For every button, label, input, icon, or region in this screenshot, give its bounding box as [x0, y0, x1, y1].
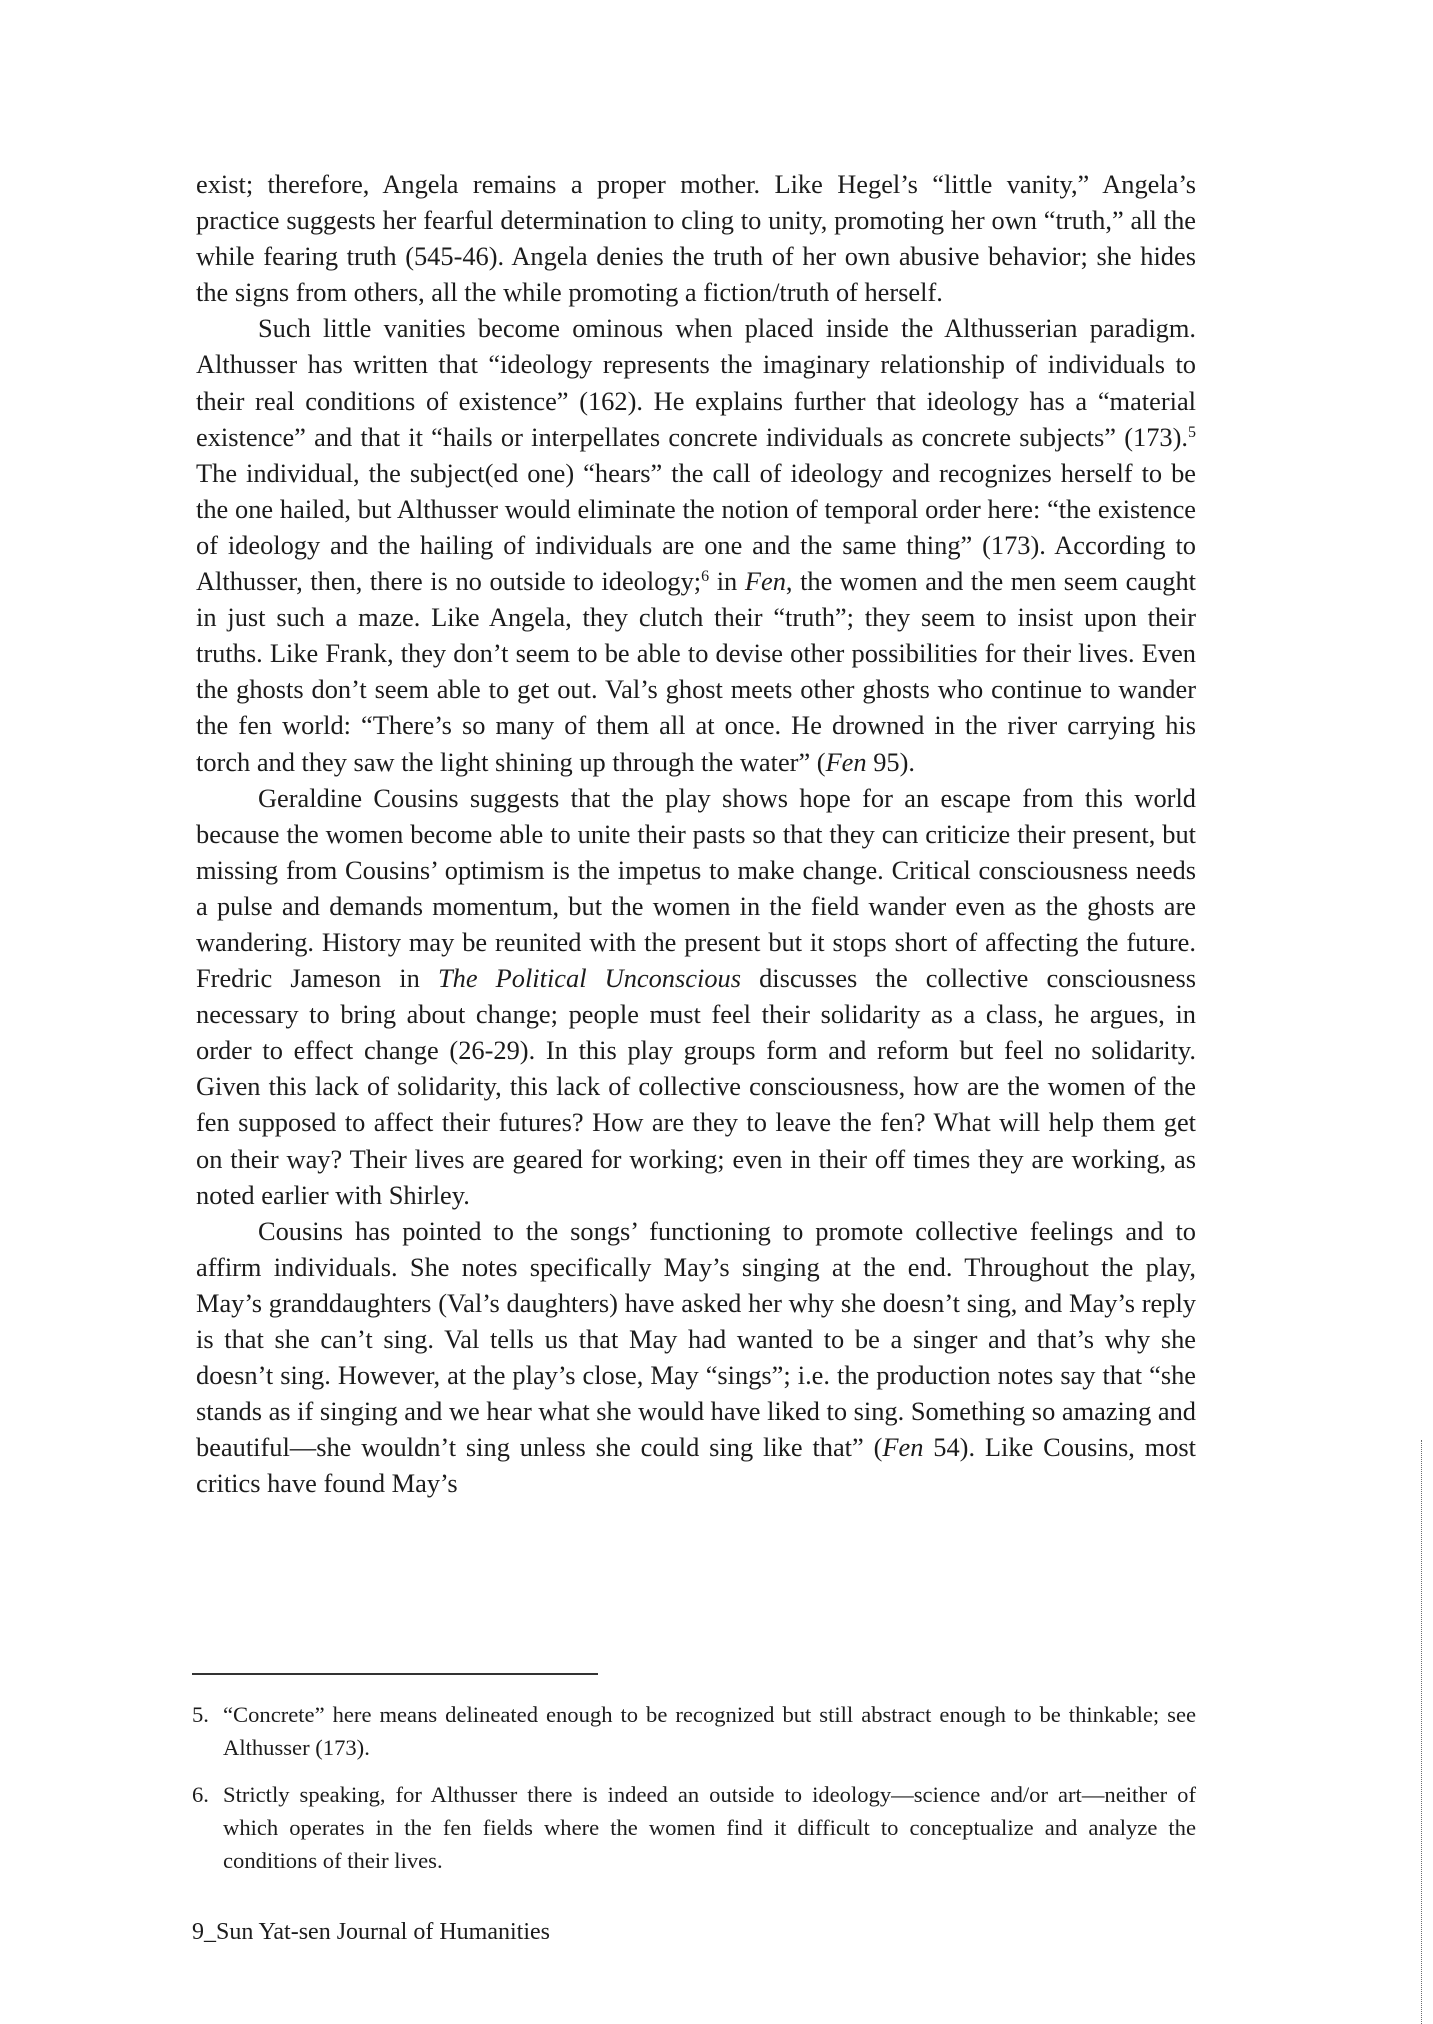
paragraph-2	[196, 310, 1196, 779]
play-title-fen-citation: Fen	[825, 746, 867, 777]
paragraph-3	[196, 780, 1196, 1213]
paragraph-1: exist; therefore, Angela remains a proper mother. Like Hegel’s “little vanity,” Angela’s practice suggests her fearful determination to cling to unity, promoting her own “truth,” all the while fearing truth (545-46). Angela denies the truth of her own abusive behavior; she hides the signs from others, all the while promoting a fiction/truth of herself.	[196, 169, 1196, 308]
footnote-divider	[192, 1673, 598, 1675]
footnote-number: 6.	[192, 1782, 209, 1807]
paragraph-4-part-a: Cousins has pointed to the songs’ functioning to promote collective feelings and to affirm individuals. She notes specifically May’s singing at the end. Throughout the play, May’s granddaughters (Val’s daughters) have asked her why she doesn’t sing, and May’s reply is that she can’t sing. Val tells us that May had wanted to be a singer and that’s why she doesn’t sing. However, at the play’s close, May “sings”; i.e. the production notes say that “she stands as if singing and we hear what she would have liked to sing. Something so amazing and beautiful—she wouldn’t sing unless she could sing like that” (	[196, 1215, 1196, 1463]
paragraph-2-part-b: The individual, the subject(ed one) “hears” the call of ideology and recognizes herself to be the one hailed, but Althusser would eliminate the notion of temporal order here: “the existence of ideology and the hailing of individuals are one and the same thing” (173). According to Althusser, then, there is no outside to ideology;	[196, 457, 1196, 597]
footnote-text: “Concrete” here means delineated enough to be recognized but still abstract enough to be thinkable; see Althusser (173).	[223, 1702, 1196, 1760]
book-title-political-unconscious: The Political Unconscious	[437, 963, 741, 994]
paragraph-2-part-e: 95).	[866, 746, 915, 777]
footnote-text: Strictly speaking, for Althusser there is indeed an outside to ideology—science and/or art—neither of which operates in the fen fields where the women find it difficult to conceptualize and analyze the conditions of their lives.	[223, 1782, 1196, 1873]
paragraph-4-part-b: 54). Like Cousins, most critics have found May’s	[196, 1432, 1197, 1499]
footnote-ref-5: 5	[1188, 423, 1196, 441]
body-text	[196, 166, 1196, 1501]
paragraph-2-part-a: Such little vanities become ominous when placed inside the Althusserian paradigm. Althusser has written that “ideology represents the imaginary relationship of individuals to their real conditions of existence” (162). He explains further that ideology has a “material existence” and that it “hails or interpellates concrete individuals as concrete subjects” (173).	[196, 313, 1196, 452]
paragraph-2-part-d: , the women and the men seem caught in just such a maze. Like Angela, they clutch their “truth”; they seem to insist upon their truths. Like Frank, they don’t seem to be able to devise other possibilities for their lives. Even the ghosts don’t seem able to get out. Val’s ghost meets other ghosts who continue to wander the fen world: “There’s so many of them all at once. He drowned in the river carrying his torch and they saw the light shining up through the water” (	[196, 566, 1196, 777]
paragraph-4	[196, 1213, 1196, 1502]
paragraph-2-part-c: in	[709, 566, 745, 597]
running-footer: 9_Sun Yat-sen Journal of Humanities	[192, 1919, 550, 1945]
play-title-fen: Fen	[744, 566, 786, 597]
paragraph-3-part-b: discusses the collective consciousness necessary to bring about change; people must feel their solidarity as a class, he argues, in order to effect change (26-29). In this play groups form and reform but feel no solidarity. Given this lack of solidarity, this lack of collective consciousness, how are the women of the fen supposed to affect their futures? How are they to leave the fen? What will help them get on their way? Their lives are geared for working; even in their off times they are working, as noted earlier with Shirley.	[196, 963, 1196, 1210]
footnotes	[192, 1698, 1196, 1891]
footnote-number: 5.	[192, 1702, 209, 1727]
footnote-ref-6: 6	[701, 568, 710, 586]
scan-edge-line	[1421, 1440, 1422, 2024]
footnote-6	[192, 1778, 1196, 1877]
play-title-fen-citation: Fen	[882, 1432, 924, 1463]
footnote-5	[192, 1698, 1196, 1764]
paragraph-3-part-a: Geraldine Cousins suggests that the play shows hope for an escape from this world because the women become able to unite their pasts so that they can criticize their present, but missing from Cousins’ optimism is the impetus to make change. Critical consciousness needs a pulse and demands momentum, but the women in the field wander even as the ghosts are wandering. History may be reunited with the present but it stops short of affecting the future. Fredric Jameson in	[196, 782, 1196, 994]
